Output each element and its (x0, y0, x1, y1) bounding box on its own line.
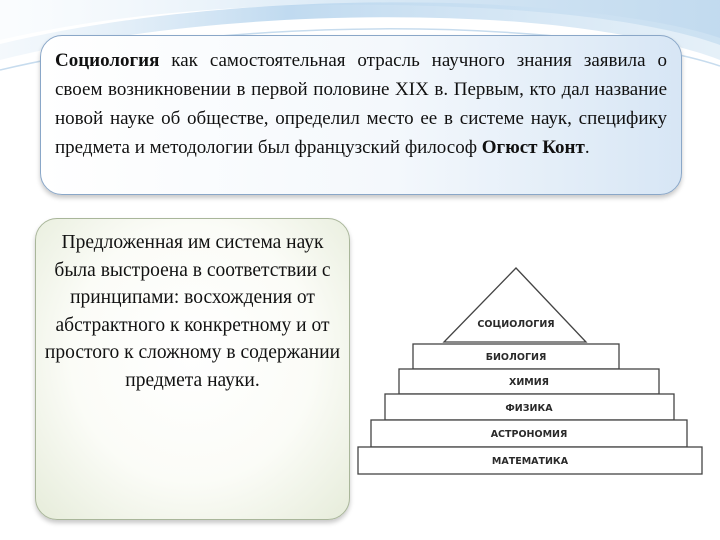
pyramid-label-sociology: СОЦИОЛОГИЯ (477, 319, 555, 330)
intro-text-box (40, 35, 682, 195)
pyramid-apex (444, 268, 586, 342)
science-pyramid (356, 266, 706, 476)
system-description-text: Предложенная им система наук была выстроена в соответствии с принципами: восхождения от абстрактного к конкретному и от простого к сложному в содержании предмета науки. (44, 232, 341, 391)
pyramid-label-chemistry: ХИМИЯ (509, 377, 549, 388)
pyramid-label-biology: БИОЛОГИЯ (485, 352, 547, 363)
system-description-box (35, 218, 350, 520)
person-name: Огюст Конт (481, 137, 585, 158)
pyramid-label-physics: ФИЗИКА (505, 403, 553, 414)
pyramid-label-astronomy: АСТРОНОМИЯ (490, 429, 568, 440)
intro-text: как самостоятельная отрасль научного знания заявила о своем возникновении в первой половине XIX в. Первым, кто дал название новой науке об обществе, определил место ее в системе наук, специфику предмета и методологии был французский философ (55, 50, 667, 158)
intro-text-end: . (584, 137, 590, 158)
term-sociology: Социология (55, 50, 160, 71)
pyramid-label-mathematics: МАТЕМАТИКА (491, 456, 569, 467)
